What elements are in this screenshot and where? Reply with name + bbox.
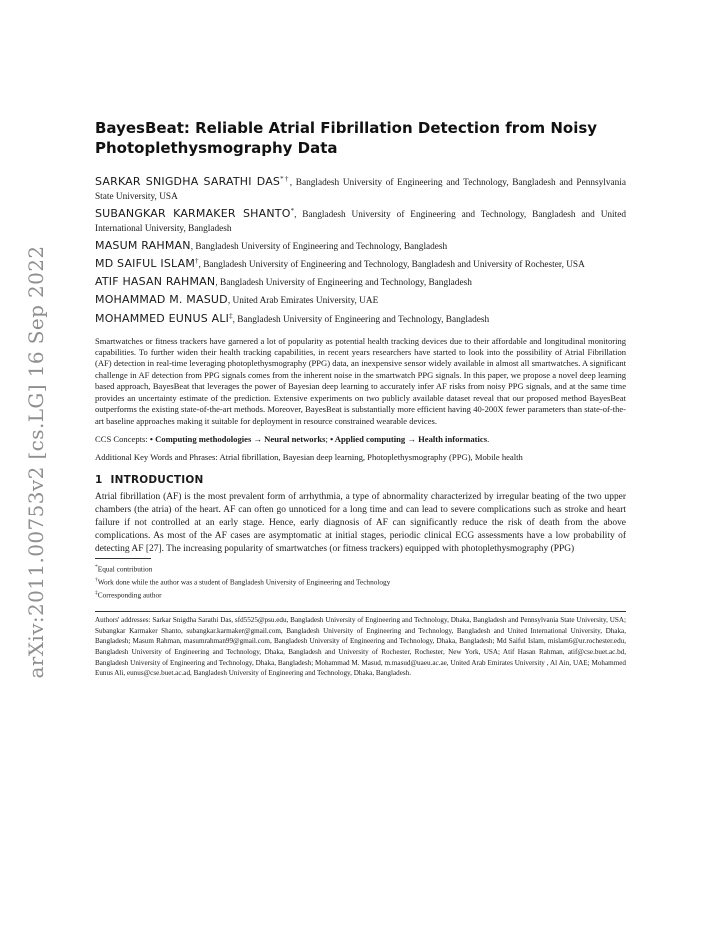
footnote-divider (95, 558, 151, 559)
author-name: SUBANGKAR KARMAKER SHANTO (95, 207, 291, 221)
author-mark: *† (280, 175, 290, 183)
section-heading (95, 474, 626, 486)
author-entry (95, 272, 626, 290)
keywords-label: Additional Key Words and Phrases: (95, 451, 220, 462)
footnote-mark: ‡ (95, 590, 98, 597)
author-name: SARKAR SNIGDHA SARATHI DAS (95, 175, 281, 189)
section-number: 1 (95, 473, 103, 486)
ccs-label: CCS Concepts: (95, 433, 150, 444)
footnote-text: Corresponding author (97, 590, 162, 600)
footnote (95, 575, 626, 588)
author-entry (95, 204, 626, 236)
footnote-text: Equal contribution (97, 564, 153, 574)
author-name: MD SAIFUL ISLAM (95, 257, 196, 271)
introduction-paragraph: Atrial fibrillation (AF) is the most prevalent form of arrhythmia, a type of abnormality characterized by irregular beating of the two upper chambers (the atria) of the heart. AF can often go unnoticed for a long time and can lead to severe complications such as stroke and heart failure if not controlled at an early stage. Hence, early diagnosis of AF can significantly reduce the risk of death from the above complications. As most of the AF cases are asymptomatic at initial stages, periodic clinical ECG assessments have a low probability of detecting AF [27]. The increasing popularity of smartwatches (or fitness trackers) equipped with photoplethysmography (PPG) (95, 491, 626, 554)
author-entry (95, 172, 626, 204)
ccs-separator: ; (325, 433, 331, 444)
author-entry (95, 254, 626, 272)
abstract: Smartwatches or fitness trackers have garnered a lot of popularity as potential health tracking devices due to their affordable and longitudinal monitoring capabilities. To further widen their health tracking capabilities, in recent years researchers have started to look into the possibility of Atrial Fibrillation (AF) detection in real-time leveraging photoplethysmography (PPG) data, an inexpensive sensor widely available in almost all smartwatches. A significant challenge in AF detection from PPG signals comes from the inherent noise in the smartwatch PPG signals. In this paper, we propose a novel deep learning based approach, BayesBeat that leverages the power of Bayesian deep learning to accurately infer AF risks from noisy PPG signals, and at the same time provides an uncertainty estimate of the prediction. Extensive experiments on two publicly available dataset reveal that our proposed method BayesBeat outperforms the existing state-of-the-art methods. Moreover, BayesBeat is substantially more efficient having 40-200X fewer parameters than state-of-the-art baseline approaches making it suitable for deployment in resource constrained wearable devices. (95, 335, 626, 426)
arxiv-stamp-text: arXiv:2011.00753v2 [cs.LG] 16 Sep 2022 (24, 245, 48, 679)
author-entry (95, 309, 626, 327)
keywords-text: Atrial fibrillation, Bayesian deep learning, Photoplethysmography (PPG), Mobile health (219, 451, 523, 462)
author-affiliation: , Bangladesh University of Engineering and Technology, Bangladesh and Pennsylvania State University, USA (95, 178, 627, 203)
addresses-divider (95, 611, 626, 612)
author-addresses: Authors' addresses: Sarkar Snigdha Sarathi Das, sfd5525@psu.edu, Bangladesh University of Engineering and Technology, Dhaka, Bangladesh and Pennsylvania State University, USA; Subangkar Karmaker Shanto, subangkar.karmaker@gmail.com, Bangladesh University of Engineering and Technology, Bangladesh and United International University, Dhaka, Bangladesh; Masum Rahman, masumrahman99@gmail.com, Bangladesh University of Engineering and Technology, Dhaka, Bangladesh; Md Saiful Islam, mislam6@ur.rochester.edu, Bangladesh University of Engineering and Technology, Dhaka, Bangladesh and University of Rochester, Rochester, New York, USA; Atif Hasan Rahman, atif@cse.buet.ac.bd, Bangladesh University of Engineering and Technology, Dhaka, Bangladesh; Mohammad M. Masud, m.masud@uaeu.ac.ae, United Arab Emirates University , Al Ain, UAE; Mohammed Eunus Ali, eunus@cse.buet.ac.ad, Bangladesh University of Engineering and Technology, Dhaka, Bangladesh. (95, 616, 626, 678)
author-mark: * (290, 207, 295, 216)
author-name: MASUM RAHMAN (95, 239, 191, 253)
author-entry (95, 236, 626, 254)
author-list (95, 172, 626, 327)
author-mark: ‡ (229, 311, 233, 320)
section-title: INTRODUCTION (110, 473, 204, 486)
author-affiliation: , Bangladesh University of Engineering and Technology, Bangladesh (190, 242, 448, 253)
footnote (95, 588, 626, 601)
author-affiliation: , Bangladesh University of Engineering and Technology, Bangladesh (232, 314, 490, 325)
author-name: MOHAMMED EUNUS ALI (95, 311, 230, 325)
ccs-concept: • Computing methodologies → Neural networks (149, 433, 326, 444)
ccs-concept: • Applied computing → Health informatics (330, 433, 488, 444)
ccs-end: . (487, 433, 490, 444)
footnote (95, 562, 626, 575)
author-affiliation: , Bangladesh University of Engineering and Technology, Bangladesh (215, 278, 472, 289)
paper-first-page (95, 118, 626, 679)
footnote-mark: * (95, 564, 98, 571)
footnote-text: Work done while the author was a student of Bangladesh University of Engineering and Technology (97, 577, 391, 587)
author-mark: † (195, 257, 199, 266)
keywords (95, 451, 626, 463)
author-affiliation: , Bangladesh University of Engineering and Technology, Bangladesh and United International University, Bangladesh (95, 210, 626, 235)
author-name: ATIF HASAN RAHMAN (95, 275, 216, 289)
author-affiliation: , Bangladesh University of Engineering and Technology, Bangladesh and University of Rochester, USA (198, 260, 585, 271)
footnote-mark: † (95, 577, 98, 584)
arxiv-side-stamp (22, 245, 50, 679)
author-entry (95, 290, 626, 308)
author-affiliation: , United Arab Emirates University, UAE (227, 296, 379, 307)
ccs-concepts (95, 433, 626, 445)
author-name: MOHAMMAD M. MASUD (95, 293, 228, 307)
paper-title: BayesBeat: Reliable Atrial Fibrillation Detection from Noisy Photoplethysmography Data (95, 119, 598, 157)
